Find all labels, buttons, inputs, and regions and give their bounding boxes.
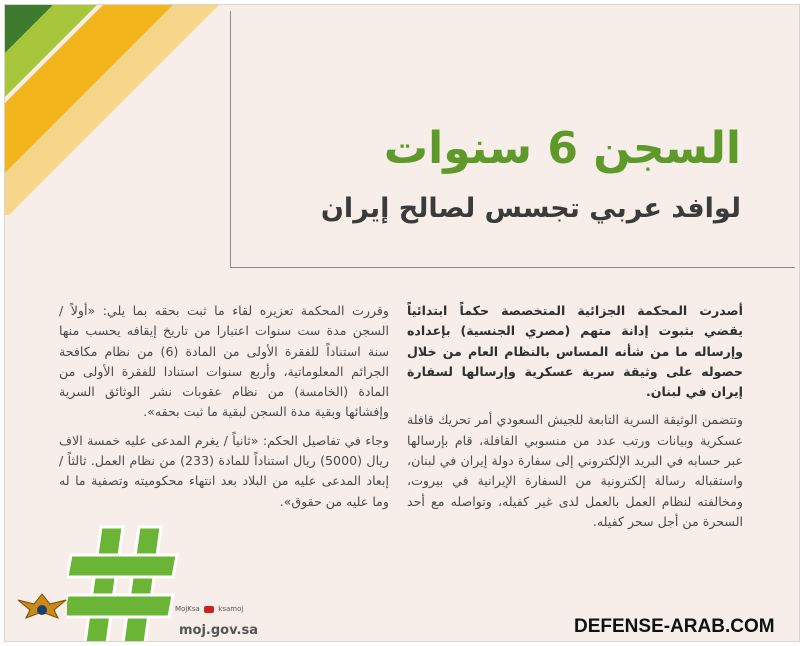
forum-logo — [4, 588, 80, 638]
site-watermark: DEFENSE-ARAB.COM — [574, 616, 775, 637]
article-paragraph: وقررت المحكمة تعزيره لقاء ما ثبت بحقه بما يلي: «أولاً / السجن مدة ست سنوات اعتبارا من تاريخ إيقافه يحسب منها سنة استناداً للفقرة الأولى من المادة (6) من نظام مكافحة الجرائم المعلوماتية، وأربع سنوات استنادا للفقرة الأولى من المادة (الخامسة) من نظام عقوبات نشر الوثائق السرية وإفشائها وبقية مدة السجن لبقية ما ثبت بحقه». — [59, 303, 389, 420]
social-handle: ksamoj — [218, 605, 244, 613]
article-paragraph: وتتضمن الوثيقة السرية التابعة للجيش السعودي أمر تحريك قافلة عسكرية وبيانات ورتب عدد من منسوبي القافلة، قام بإرسالها عبر حسابه في البريد الإلكتروني إلى سفارة دولة إيران في لبنان، واستقباله رسالة إلكترونية من السفارة الإيرانية في بيروت، ومخالفته لنظام العمل بالعمل لدى غير كفيله، وتواصله مع أحد السحرة من أجل سحر كفيله. — [407, 412, 743, 529]
social-handles — [175, 605, 243, 613]
article-column-left — [59, 301, 389, 520]
ministry-website: moj.gov.sa — [179, 623, 258, 638]
article-column-right — [407, 301, 743, 540]
corner-stripes — [5, 5, 245, 215]
newspaper-clipping — [4, 4, 800, 642]
article-subtitle: لوافد عربي تجسس لصالح إيران — [320, 193, 741, 224]
article-paragraph: وجاء في تفاصيل الحكم: «ثانياً / يغرم المدعى عليه خمسة الاف ريال (5000) ريال استناداً للمادة (233) من نظام العمل. ثالثاً /إبعاد المدعى عليه من البلاد بعد انتهاء محكوميته وتصفية ما له وما عليه من حقوق». — [59, 432, 390, 509]
article-paragraph: أصدرت المحكمة الجزائية المتخصصة حكماً ابتدائياً يقضي بثبوت إدانة متهم (مصري الجنسية) بإعداده وإرساله ما من شأنه المساس بالنظام العام من خلال حصوله على وثيقة سرية عسكرية وإرسالها لسفارة إيران في لبنان. — [407, 303, 743, 400]
eagle-icon — [18, 594, 66, 618]
social-handle: MojKsa — [175, 605, 200, 613]
divider-horizontal — [230, 267, 795, 268]
hashtag-icon — [67, 525, 179, 642]
article-title: السجن 6 سنوات — [383, 123, 741, 174]
youtube-icon — [204, 606, 214, 613]
divider-vertical — [230, 11, 231, 267]
